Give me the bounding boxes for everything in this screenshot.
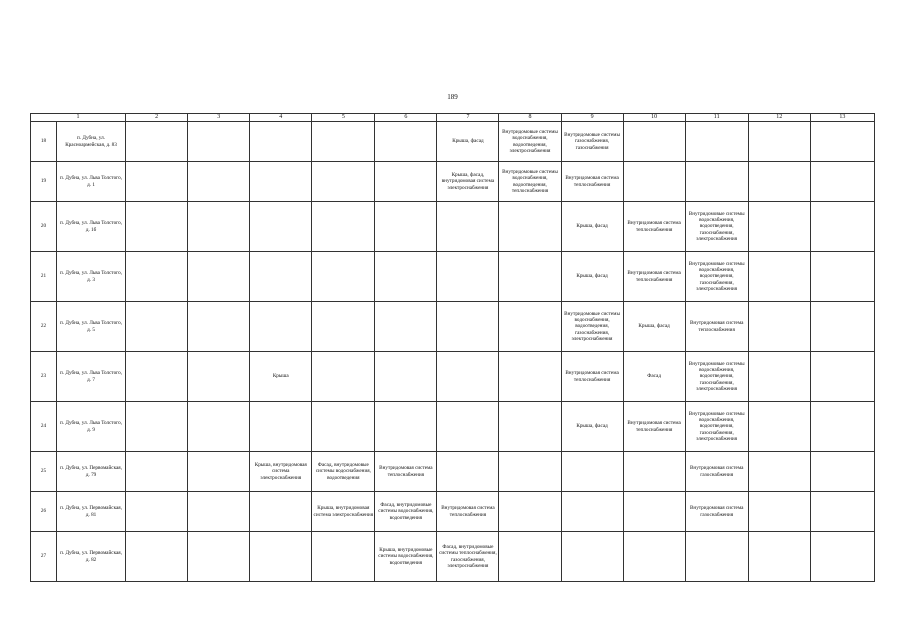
table-cell [188, 352, 250, 402]
table-cell: Внутридомовые системы газоснабжения, газоснабжения [561, 122, 623, 162]
table-cell: Внутридомовые системы водоснабжения, водоотведения, газоснабжения, электроснабжения [561, 302, 623, 352]
table-row [31, 402, 875, 452]
table-cell [623, 162, 685, 202]
table-cell: Внутридомовая система теплоснабжения [437, 492, 499, 532]
column-header: 12 [748, 114, 810, 122]
table-cell [188, 532, 250, 582]
table-cell: Внутридомовая система теплоснабжения [623, 202, 685, 252]
table-cell [126, 122, 188, 162]
table-cell [375, 302, 437, 352]
row-number: 21 [31, 252, 57, 302]
address-cell: п. Дубна, ул. Льва Толстого, д. 5 [57, 302, 126, 352]
table-cell [499, 492, 561, 532]
table-cell [375, 122, 437, 162]
table-cell [188, 302, 250, 352]
table-cell: Крыша, внутридомовая система электроснабжения [312, 492, 375, 532]
table-cell: Фасад [623, 352, 685, 402]
table-cell: Крыша, внутридомовые системы водоснабжения, водоотведения [375, 532, 437, 582]
table-cell [312, 122, 375, 162]
table-cell [810, 302, 874, 352]
row-number: 27 [31, 532, 57, 582]
table-cell: Внутридомовая система теплоснабжения [561, 162, 623, 202]
table-cell: Внутридомовая система теплоснабжения [375, 452, 437, 492]
table-cell [126, 492, 188, 532]
table-cell [748, 492, 810, 532]
table-cell [312, 162, 375, 202]
table-cell [188, 402, 250, 452]
table-cell: Фасад, внутридомовые системы водоснабжения, водоотведения [375, 492, 437, 532]
address-cell: п. Дубна, ул. Льва Толстого, д. 1б [57, 202, 126, 252]
table-cell [375, 402, 437, 452]
address-cell: п. Дубна, ул. Красноармейская, д. 83 [57, 122, 126, 162]
column-header: 7 [437, 114, 499, 122]
table-cell: Фасад, внутридомовые системы водоснабжения, водоотведения [312, 452, 375, 492]
table-cell [126, 532, 188, 582]
table-row [31, 302, 875, 352]
table-cell: Крыша [250, 352, 312, 402]
column-header: 6 [375, 114, 437, 122]
table-cell: Фасад, внутридомовые системы теплоснабжения, газоснабжения, электроснабжения [437, 532, 499, 582]
table-cell [312, 302, 375, 352]
address-cell: п. Дубна, ул. Льва Толстого, д. 1 [57, 162, 126, 202]
table-cell [312, 202, 375, 252]
table-cell: Внутридомовые системы водоснабжения, водоотведения, газоснабжения, электроснабжения [685, 402, 748, 452]
address-cell: п. Дубна, ул. Льва Толстого, д. 7 [57, 352, 126, 402]
table-cell: Крыша, фасад [437, 122, 499, 162]
table-cell [437, 302, 499, 352]
table-cell [250, 252, 312, 302]
table-cell [748, 202, 810, 252]
column-header: 5 [312, 114, 375, 122]
table-cell [561, 532, 623, 582]
table-cell [623, 452, 685, 492]
table-cell: Внутридомовые системы водоснабжения, водоотведения, газоснабжения, электроснабжения [685, 352, 748, 402]
table-cell [499, 532, 561, 582]
table-cell [810, 162, 874, 202]
table-cell [437, 452, 499, 492]
table-cell [748, 352, 810, 402]
table-cell [437, 252, 499, 302]
table-cell [375, 352, 437, 402]
table-cell [499, 402, 561, 452]
table-cell [748, 402, 810, 452]
table-cell: Внутридомовые системы водоснабжения, водоотведения, газоснабжения, электроснабжения [685, 252, 748, 302]
column-header: 2 [126, 114, 188, 122]
table-cell [375, 162, 437, 202]
column-header: 3 [188, 114, 250, 122]
table-cell [685, 162, 748, 202]
table-cell [250, 532, 312, 582]
table-cell: Внутридомовая система газоснабжения [685, 452, 748, 492]
table-cell: Крыша, фасад [623, 302, 685, 352]
table-cell [126, 252, 188, 302]
table-cell [748, 162, 810, 202]
row-number: 23 [31, 352, 57, 402]
table-cell: Внутридомовые системы водоснабжения, водоотведения, теплоснабжения [499, 162, 561, 202]
table-cell: Крыша, фасад [561, 402, 623, 452]
table-cell [499, 452, 561, 492]
table-cell: Крыша, фасад [561, 202, 623, 252]
table-cell: Крыша, фасад [561, 252, 623, 302]
table-cell [126, 452, 188, 492]
header-row [31, 114, 875, 122]
table-cell [748, 122, 810, 162]
table-cell [810, 492, 874, 532]
table-cell: Внутридомовая система теплоснабжения [561, 352, 623, 402]
table-cell [188, 252, 250, 302]
column-header: 9 [561, 114, 623, 122]
table-cell [250, 122, 312, 162]
table-cell [312, 352, 375, 402]
table-cell [499, 352, 561, 402]
row-number: 18 [31, 122, 57, 162]
row-number: 26 [31, 492, 57, 532]
table-cell [810, 202, 874, 252]
row-number: 24 [31, 402, 57, 452]
table-cell: Внутридомовая система теплоснабжения [623, 252, 685, 302]
table-cell [561, 492, 623, 532]
table-row [31, 162, 875, 202]
table-cell [126, 202, 188, 252]
table-cell [437, 202, 499, 252]
column-header: 8 [499, 114, 561, 122]
table-cell: Крыша, фасад, внутридомовая система электроснабжения [437, 162, 499, 202]
row-number: 25 [31, 452, 57, 492]
table-cell [748, 532, 810, 582]
table-cell [312, 402, 375, 452]
table-cell [126, 162, 188, 202]
row-number: 19 [31, 162, 57, 202]
table-cell [623, 122, 685, 162]
table-cell [250, 402, 312, 452]
table-row [31, 492, 875, 532]
page-number: 189 [447, 93, 458, 101]
table-cell [188, 122, 250, 162]
table-cell: Внутридомовые системы водоснабжения, водоотведения, газоснабжения, электроснабжения [685, 202, 748, 252]
table-cell [748, 452, 810, 492]
table-cell [250, 302, 312, 352]
table-row [31, 122, 875, 162]
table-row [31, 252, 875, 302]
row-number: 22 [31, 302, 57, 352]
table-cell [437, 402, 499, 452]
column-header: 11 [685, 114, 748, 122]
table-cell: Крыша, внутридомовая система электроснабжения [250, 452, 312, 492]
table-row [31, 532, 875, 582]
table-cell [375, 252, 437, 302]
table-cell: Внутридомовая система газоснабжения [685, 492, 748, 532]
table-cell [810, 122, 874, 162]
table-cell [188, 492, 250, 532]
table-cell [126, 302, 188, 352]
table-cell [188, 202, 250, 252]
address-cell: п. Дубна, ул. Первомайская, д. 79 [57, 452, 126, 492]
table-cell [250, 202, 312, 252]
table-cell [188, 452, 250, 492]
address-cell: п. Дубна, ул. Льва Толстого, д. 3 [57, 252, 126, 302]
table-cell [685, 122, 748, 162]
table-cell [561, 452, 623, 492]
table-cell: Внутридомовая система теплоснабжения [623, 402, 685, 452]
table-row [31, 352, 875, 402]
table-cell [250, 492, 312, 532]
column-header: 4 [250, 114, 312, 122]
address-cell: п. Дубна, ул. Первомайская, д. 81 [57, 492, 126, 532]
table-cell [810, 402, 874, 452]
table-cell [126, 352, 188, 402]
table-row [31, 202, 875, 252]
table-cell [437, 352, 499, 402]
table-cell [748, 302, 810, 352]
table-cell [810, 452, 874, 492]
table-cell [810, 352, 874, 402]
table-cell [312, 252, 375, 302]
column-header: 10 [623, 114, 685, 122]
table-row [31, 452, 875, 492]
table-cell: Внутридомовые системы водоснабжения, водоотведения, электроснабжения [499, 122, 561, 162]
table-cell [623, 492, 685, 532]
table-cell [499, 302, 561, 352]
table-cell [810, 532, 874, 582]
table-cell [126, 402, 188, 452]
table-cell [188, 162, 250, 202]
column-header: 1 [31, 114, 126, 122]
table-cell [250, 162, 312, 202]
table-cell [623, 532, 685, 582]
address-cell: п. Дубна, ул. Льва Толстого, д. 9 [57, 402, 126, 452]
table-cell [685, 532, 748, 582]
table-cell [499, 202, 561, 252]
table-cell [810, 252, 874, 302]
table-cell [499, 252, 561, 302]
column-header: 13 [810, 114, 874, 122]
table-cell [748, 252, 810, 302]
table-cell: Внутридомовая система теплоснабжения [685, 302, 748, 352]
table-cell [312, 532, 375, 582]
repair-schedule-table [30, 113, 875, 582]
address-cell: п. Дубна, ул. Первомайская, д. 82 [57, 532, 126, 582]
table-cell [375, 202, 437, 252]
row-number: 20 [31, 202, 57, 252]
